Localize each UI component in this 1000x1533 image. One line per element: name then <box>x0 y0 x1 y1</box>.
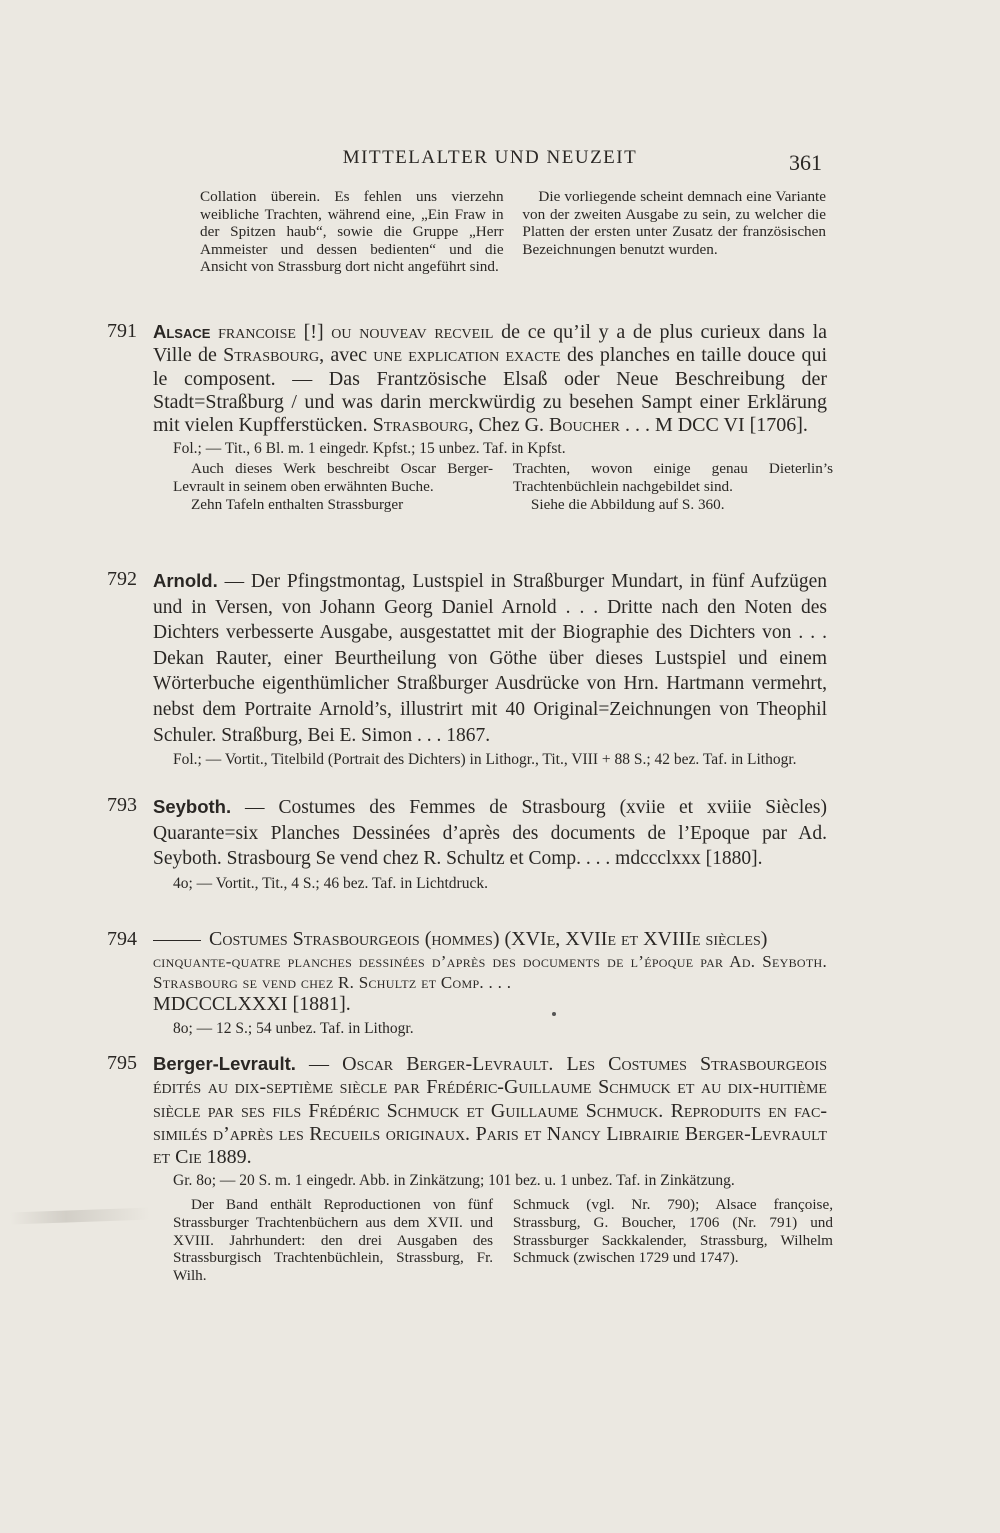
entry-collation: Gr. 8o; — 20 S. m. 1 eingedr. Abb. in Zinkätzung; 101 bez. u. 1 unbez. Taf. in Zinkätzung. <box>173 1172 735 1190</box>
entry-title <box>153 928 827 1017</box>
entry-note-right <box>513 460 833 513</box>
entry-number: 794 <box>107 928 137 950</box>
entry-note-right: Schmuck (vgl. Nr. 790); Alsace françoise, Strassburg, G. Boucher, 1706 (Nr. 791) und Strassburger Sackkalender, Strassburg, Wilhelm Schmuck (zwischen 1729 und 1747). <box>512 1196 833 1267</box>
entry-imprint-date: . . . M DCC VI [1706]. <box>624 414 808 437</box>
entry-title-text: — Der Pfingstmontag, Lustspiel in Straßburger Mundart, in fünf Aufzügen und in Versen, von Johann Georg Daniel Arnold . . . Dritte nach den Noten des Dichters verbesserte Ausgabe, ausgestattet mit der Biographie des Dichters von . . . Dekan Rauter, einer Beurtheilung von Göthe über dieses Lustspiel und einem Wörterbuche eigenthümlicher Straßburger Ausdrücke von Hrn. Hartmann vermehrt, nebst dem Portraite Arnold’s, illustrirt mit 40 Original=Zeichnungen von Theophil Schuler. Straßburg, Bei E. Simon . . . 1867. <box>153 571 827 746</box>
entry-795 <box>107 1052 833 1284</box>
entry-collation: Fol.; — Tit., 6 Bl. m. 1 eingedr. Kpfst.; 15 unbez. Taf. in Kpfst. <box>173 440 566 458</box>
ink-speck <box>552 1012 556 1016</box>
entry-author: Seyboth. <box>153 796 232 817</box>
entry-number: 791 <box>107 320 137 342</box>
intro-notes <box>200 188 826 276</box>
entry-collation: 4o; — Vortit., Tit., 4 S.; 46 bez. Taf. in Lichtdruck. <box>173 874 488 892</box>
entry-number: 795 <box>107 1052 137 1074</box>
entry-note-left <box>173 460 493 513</box>
entry-title-text-1: de ce qu’il y a de plus curieux dans la Ville de <box>153 321 828 367</box>
entry-title-text: — Costumes des Femmes de Strasbourg (xviie et xviiie Siècles) Quarante=six Planches Dessinées d’après des documents de l’Epoque par Ad. Seyboth. Strasbourg Se vend chez R. Schultz et Comp. . . . mdccclxxx [1880]. <box>153 797 827 870</box>
entry-title <box>153 1052 827 1169</box>
intro-note-right: Die vorliegende scheint demnach eine Variante von der zweiten Ausgabe zu sein, zu welcher die Platten der ersten unter Zusatz der französischen Bezeichnungen benutzt wurden. <box>522 188 826 258</box>
running-header: MITTELALTER UND NEUZEIT <box>342 147 638 168</box>
intro-note-left: Collation überein. Es fehlen uns vierzehn weibliche Trachten, während eine, „Ein Fraw in der Spitzen haub“, sowie die Gruppe „Herr Ammeister und dessen bedienten“ und die Ansicht von Strassburg dort nicht angeführt sind. <box>200 188 504 276</box>
note-paragraph: Trachten, wovon einige genau Dieterlin’s Trachtenbüchlein nachgebildet sind. <box>512 460 833 496</box>
note-paragraph: Siehe die Abbildung auf S. 360. <box>530 495 725 513</box>
entry-place: Strasbourg, <box>223 344 325 367</box>
entry-collation: Fol.; — Vortit., Titelbild (Portrait des Dichters) in Lithogr., Tit., VIII + 88 S.; 42 bez. Taf. in Lithogr. <box>173 751 797 769</box>
entry-title-text-2: avec <box>330 344 367 367</box>
entry-title-line-2: cinquante-quatre planches dessinées d’après des documents de l’époque par Ad. Seyboth. Strasbourg se vend chez R. Schultz et Comp. . . . <box>153 952 827 993</box>
entry-title <box>153 794 827 872</box>
entry-author: Berger-Levrault. <box>153 1053 296 1074</box>
entry-author: Arnold. <box>153 570 218 591</box>
entry-title-line-1: Costumes Strasbourgeois (hommes) (XVIe, XVIIe et XVIIIe siècles) <box>209 928 768 950</box>
entry-title-smallcaps: francoise [!] ou nouveav recveil <box>218 321 494 343</box>
entry-number: 793 <box>107 794 137 816</box>
entry-imprint: Chez G. <box>478 414 545 437</box>
entry-collation: 8o; — 12 S.; 54 unbez. Taf. in Lithogr. <box>173 1019 414 1037</box>
entry-number: 792 <box>107 568 137 590</box>
entry-title-lead: Alsace <box>153 321 211 342</box>
entry-title <box>153 320 827 437</box>
entry-title-line-3: MDCCCLXXXI [1881]. <box>153 993 351 1016</box>
entry-printer: Boucher <box>549 414 620 437</box>
entry-title-text: — Oscar Berger-Levrault. Les Costumes Strasbourgeois édités au dix-septième siècle par Frédéric-Guillaume Schmuck et au dix-huitième siècle par ses fils Frédéric Schmuck et Guillaume Schmuck. Reproduits en fac-similés d’après les Recueils originaux. Paris et Nancy Librairie Berger-Levrault et Cie 1889. <box>153 1053 828 1169</box>
entry-title-text-4: des planches en taille douce qui le composent. — Das Frantzösische Elsaß oder Neue Beschreibung der Stadt=Straßburg / und was darin merckwürdig zu besehen Sampt einer Erklärung mit vielen Kupfferstücken. <box>153 344 828 437</box>
entry-note-left: Der Band enthält Reproductionen von fünf Strassburger Trachtenbüchern aus dem XVII. und XVIII. Jahrhundert: den drei Ausgaben des Strassburgisch Trachtenbüchlein, Strassburg, Fr. Wilh. <box>173 1196 494 1284</box>
entry-793 <box>107 794 827 893</box>
entry-791 <box>107 320 833 513</box>
entry-794 <box>107 928 827 1038</box>
note-paragraph: Zehn Tafeln enthalten Strassburger <box>191 495 404 513</box>
entry-title-text-3: une explication exacte <box>373 344 561 367</box>
entry-notes <box>173 460 833 513</box>
page-number: 361 <box>789 150 822 175</box>
note-paragraph: Auch dieses Werk beschreibt Oscar Berger-Levrault in seinem oben erwähnten Buche. <box>173 460 494 496</box>
entry-792 <box>107 568 827 769</box>
entry-imprint-place: Strasbourg, <box>372 414 474 437</box>
ditto-dash <box>153 940 201 941</box>
entry-title <box>153 568 827 748</box>
entry-notes <box>173 1196 833 1284</box>
